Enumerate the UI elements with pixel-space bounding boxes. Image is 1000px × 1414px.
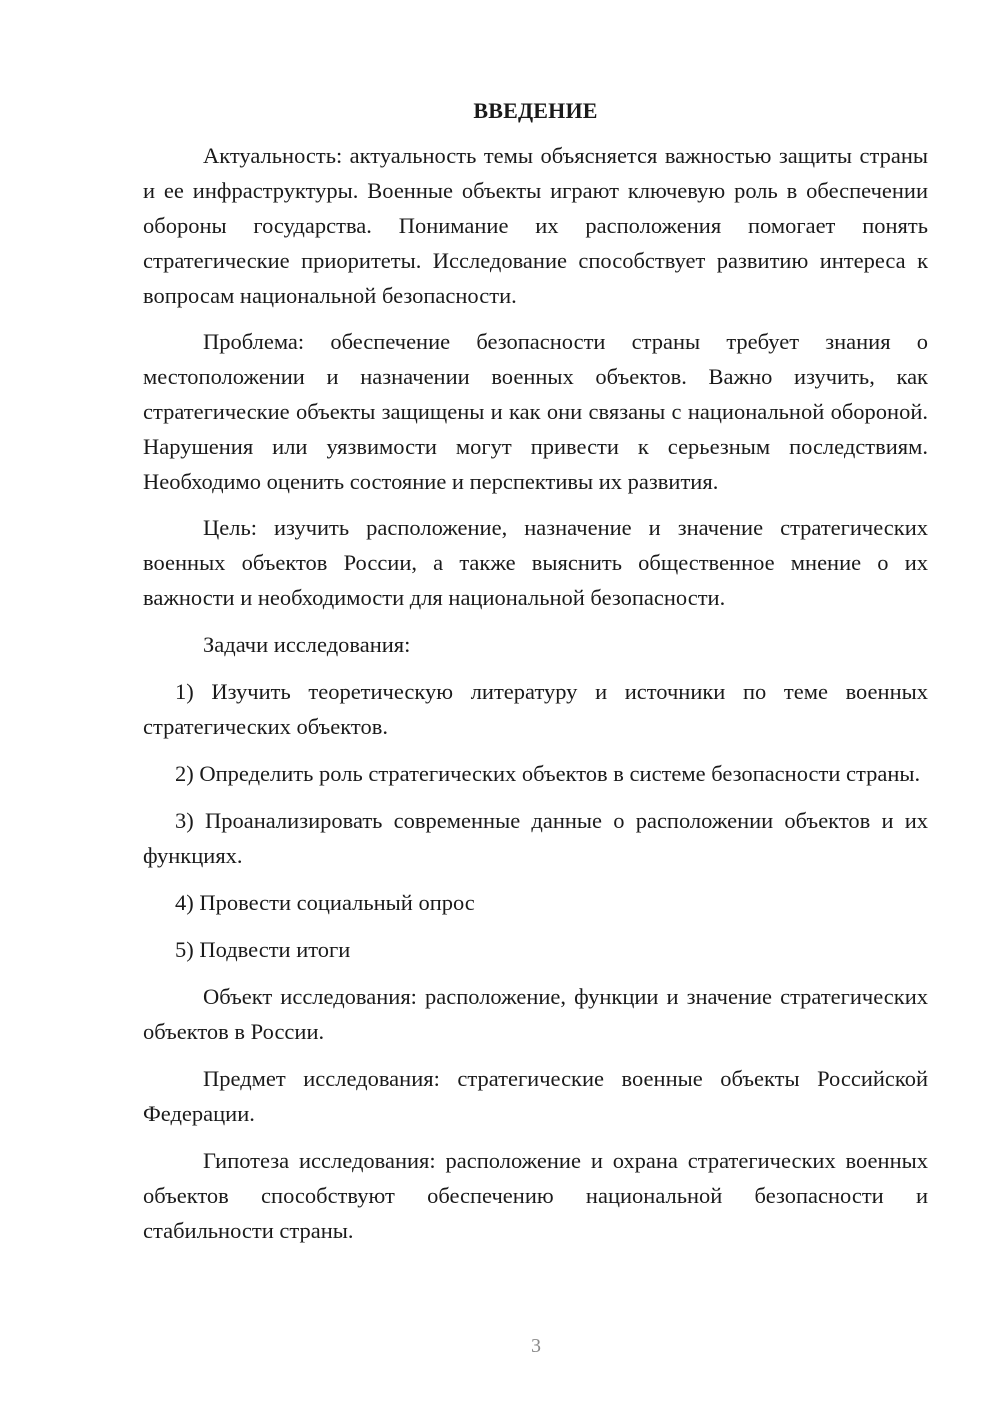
problem-paragraph: Проблема: обеспечение безопасности страны требует знания о местоположении и назначении военных объектов. Важно изучить, как стратегические объекты защищены и как они связаны с национальной обороной. Нарушения или уязвимости могут привести к серьезным последствиям. Необходимо оценить состояние и перспективы их развития. (143, 329, 928, 494)
task-item-2: 2) Определить роль стратегических объектов в системе безопасности страны. (175, 761, 921, 786)
task-item-1: 1) Изучить теоретическую литературу и источники по теме военных стратегических объектов. (143, 679, 928, 739)
task-item-4: 4) Провести социальный опрос (175, 890, 475, 915)
relevance-paragraph: Актуальность: актуальность темы объясняется важностью защиты страны и ее инфраструктуры. Военные объекты играют ключевую роль в обеспечении обороны государства. Понимание их расположения помогает понять стратегические приоритеты. Исследование способствует развитию интереса к вопросам национальной безопасности. (143, 143, 928, 308)
goal-paragraph: Цель: изучить расположение, назначение и значение стратегических военных объектов России, а также выяснить общественное мнение о их важности и необходимости для национальной безопасности. (143, 515, 928, 610)
page-number: 3 (531, 1335, 541, 1357)
task-item-3: 3) Проанализировать современные данные о расположении объектов и их функциях. (143, 808, 928, 868)
task-item-5: 5) Подвести итоги (175, 937, 351, 962)
page-body (143, 96, 928, 1248)
tasks-heading: Задачи исследования: (203, 632, 411, 657)
object-paragraph: Объект исследования: расположение, функции и значение стратегических объектов в России. (143, 984, 928, 1044)
section-heading: ВВЕДЕНИЕ (473, 98, 598, 123)
hypothesis-paragraph: Гипотеза исследования: расположение и охрана стратегических военных объектов способствуют обеспечению национальной безопасности и стабильности страны. (143, 1148, 928, 1243)
subject-paragraph: Предмет исследования: стратегические военные объекты Российской Федерации. (143, 1066, 928, 1126)
